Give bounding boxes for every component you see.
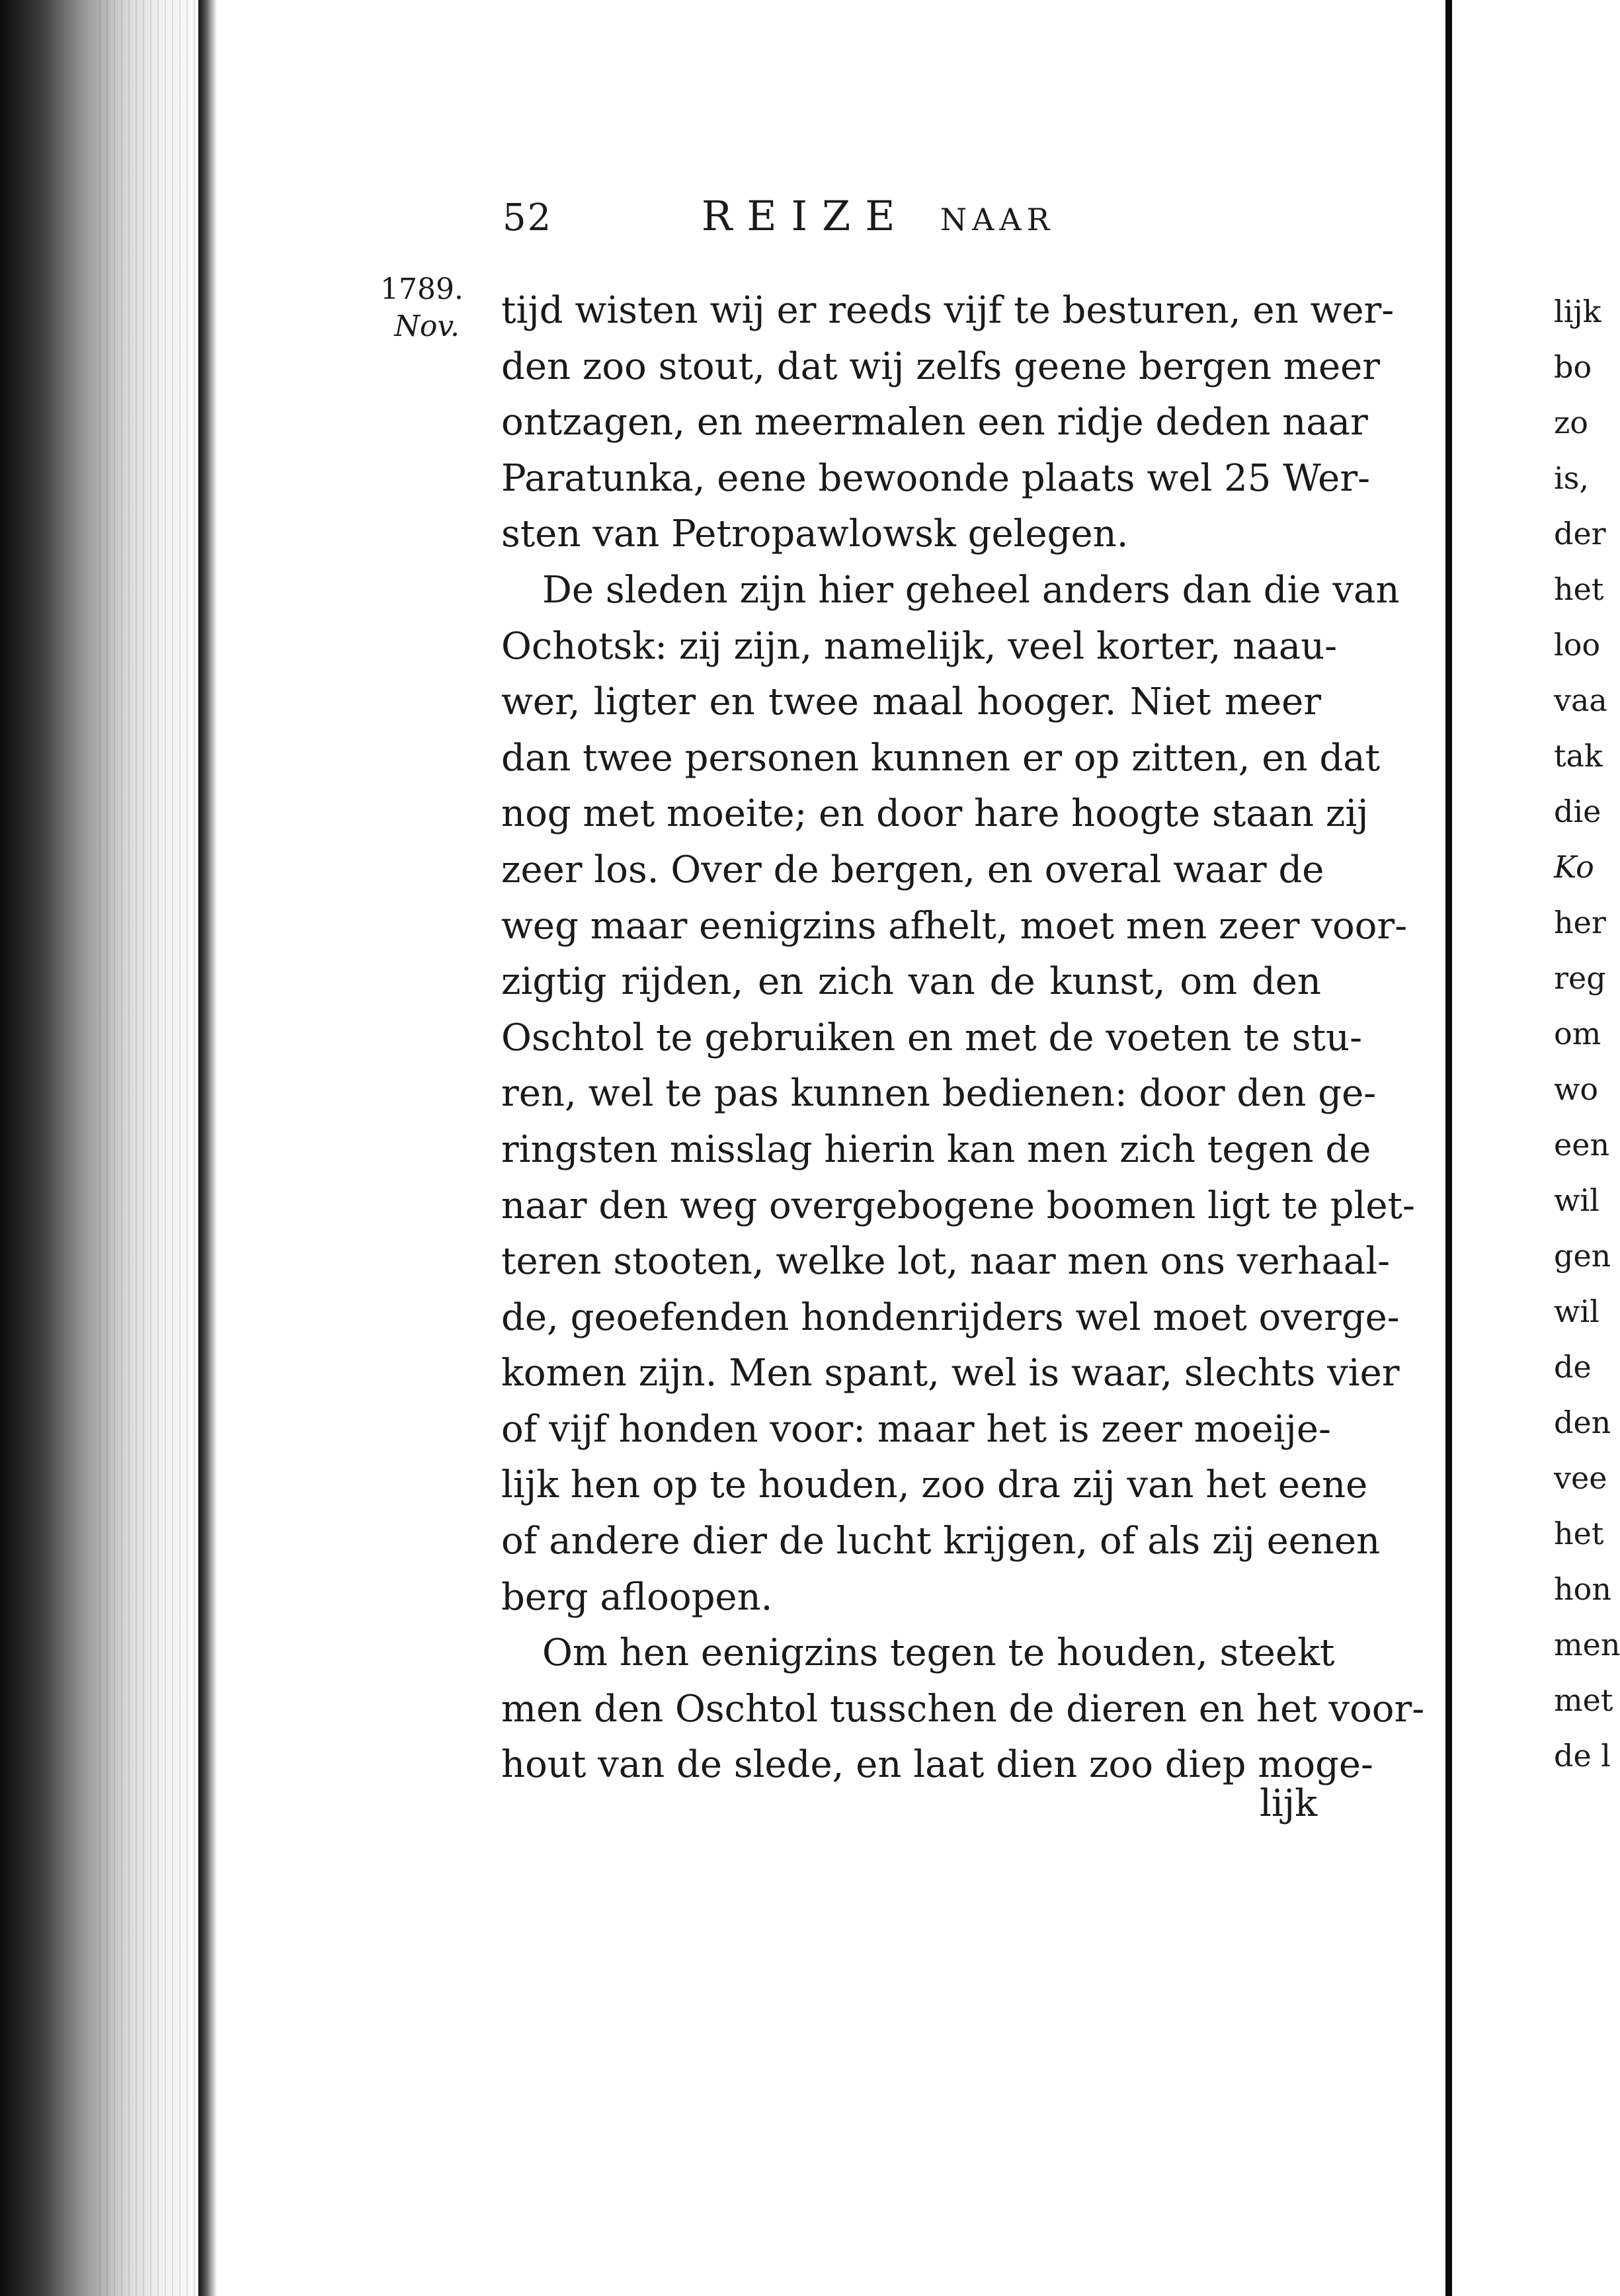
text-line: hout van de slede, en laat dien zoo diep moge- xyxy=(501,1743,1373,1787)
facing-line: met xyxy=(1554,1682,1613,1718)
text-line: Oschtol te gebruiken en met de voeten te stu- xyxy=(501,1016,1362,1059)
text-line: naar den weg overgebogene boomen ligt te plet- xyxy=(501,1184,1415,1227)
facing-line: men xyxy=(1554,1627,1620,1662)
text-line: weg maar eenigzins afhelt, moet men zeer voor- xyxy=(501,904,1408,948)
text-line: dan twee personen kunnen er op zitten, en dat xyxy=(501,736,1381,780)
text-line: ren, wel te pas kunnen bedienen: door den ge- xyxy=(501,1072,1377,1116)
text-line: Om hen eenigzins tegen te houden, steekt xyxy=(542,1631,1335,1675)
text-line: of vijf honden voor: maar het is zeer moeije- xyxy=(501,1407,1331,1451)
facing-line: is, xyxy=(1554,460,1589,496)
text-line: Paratunka, eene bewoonde plaats wel 25 Wer- xyxy=(501,456,1371,500)
margin-month: Nov. xyxy=(394,309,460,343)
margin-date-note xyxy=(380,271,464,345)
catchword: lijk xyxy=(1260,1782,1318,1825)
margin-year: 1789. xyxy=(380,272,464,306)
text-line: komen zijn. Men spant, wel is waar, slechts vier xyxy=(501,1352,1400,1395)
facing-line: wo xyxy=(1554,1071,1599,1107)
facing-line: bo xyxy=(1554,349,1592,385)
facing-line: de xyxy=(1554,1349,1592,1385)
facing-line: loo xyxy=(1554,627,1601,663)
text-line: Ochotsk: zij zijn, namelijk, veel korter, naau- xyxy=(501,624,1338,668)
facing-line: zo xyxy=(1554,405,1588,440)
text-line: lijk hen op te houden, zoo dra zij van het eene xyxy=(501,1463,1368,1507)
text-line: tijd wisten wij er reeds vijf te besturen, en wer- xyxy=(501,289,1395,332)
facing-line: den xyxy=(1554,1405,1611,1440)
facing-line: het xyxy=(1554,1516,1604,1551)
page-number: 52 xyxy=(503,196,553,239)
facing-line: vee xyxy=(1554,1460,1607,1496)
text-line: teren stooten, welke lot, naar men ons verhaal- xyxy=(501,1240,1391,1284)
running-title-suffix: NAAR xyxy=(940,202,1055,237)
text-line: zigtig rijden, en zich van de kunst, om den xyxy=(501,960,1321,1004)
text-line: ontzagen, en meermalen een ridje deden naar xyxy=(501,401,1368,444)
text-line: berg afloopen. xyxy=(501,1575,773,1619)
facing-line: vaa xyxy=(1554,682,1607,718)
facing-line: lijk xyxy=(1554,294,1601,329)
text-line: wer, ligter en twee maal hooger. Niet meer xyxy=(501,680,1321,724)
binding-shadow xyxy=(198,0,217,2296)
text-line: sten van Petropawlowsk gelegen. xyxy=(501,512,1129,556)
facing-line: wil xyxy=(1554,1293,1600,1329)
facing-line: een xyxy=(1554,1127,1610,1163)
running-title: REIZE xyxy=(701,192,910,240)
body-text xyxy=(501,283,1425,1793)
running-head xyxy=(503,192,1055,240)
facing-line: gen xyxy=(1554,1238,1611,1274)
text-line: den zoo stout, dat wij zelfs geene bergen meer xyxy=(501,345,1380,388)
facing-line: tak xyxy=(1554,738,1603,774)
text-line: men den Oschtol tusschen de dieren en het voor- xyxy=(501,1687,1425,1731)
gutter xyxy=(1445,0,1452,2296)
facing-line: Ko xyxy=(1554,849,1594,885)
facing-line: wil xyxy=(1554,1182,1600,1218)
text-line: ringsten misslag hierin kan men zich tegen de xyxy=(501,1128,1371,1171)
facing-line: om xyxy=(1554,1016,1601,1051)
facing-line: die xyxy=(1554,794,1601,829)
page-edges xyxy=(99,0,205,2296)
text-line: de, geoefenden hondenrijders wel moet overge- xyxy=(501,1295,1400,1339)
text-line: nog met moeite; en door hare hoogte staan zij xyxy=(501,792,1369,836)
facing-line: der xyxy=(1554,516,1606,552)
text-line: zeer los. Over de bergen, en overal waar de xyxy=(501,848,1324,891)
text-line: of andere dier de lucht krijgen, of als zij eenen xyxy=(501,1520,1381,1563)
facing-line: her xyxy=(1554,905,1606,940)
facing-line: reg xyxy=(1554,960,1606,996)
facing-line: het xyxy=(1554,571,1604,607)
facing-line: hon xyxy=(1554,1571,1611,1607)
text-line: De sleden zijn hier geheel anders dan die van xyxy=(542,568,1400,612)
facing-line: de l xyxy=(1554,1738,1611,1774)
